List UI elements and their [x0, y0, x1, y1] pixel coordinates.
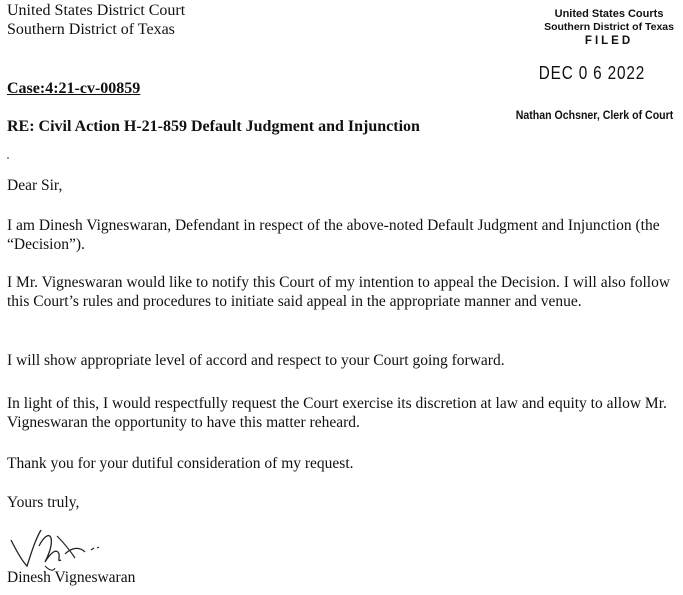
re-line: RE: Civil Action H-21-859 Default Judgment and Injunction [7, 118, 420, 135]
paragraph-2: I Mr. Vigneswaran would like to notify this Court of my intention to appeal the Decision. I will also follow this Court’s rules and procedures to initiate said appeal in the appropriate manner and venue. [7, 274, 671, 310]
paragraph-1: I am Dinesh Vigneswaran, Defendant in respect of the above-noted Default Judgment and Injunction (the “Decision”). [7, 217, 660, 253]
stamp-line-filed: FILED [584, 35, 634, 47]
stray-mark [7, 157, 9, 159]
paragraph-3: I will show appropriate level of accord and respect to your Court going forward. [7, 352, 505, 369]
stamp-clerk: Nathan Ochsner, Clerk of Court [515, 110, 673, 122]
filed-stamp [544, 8, 674, 48]
paragraph-5: Thank you for your dutiful consideration of my request. [7, 455, 354, 472]
stamp-line-courts: United States Courts [554, 8, 664, 20]
stamp-date: DEC 0 6 2022 [538, 63, 645, 83]
stamp-line-district: Southern District of Texas [544, 21, 674, 33]
court-name: United States District Court [7, 2, 186, 19]
court-district: Southern District of Texas [7, 21, 175, 38]
court-header [7, 1, 185, 39]
salutation: Dear Sir, [7, 177, 63, 194]
case-number: Case:4:21-cv-00859 [7, 80, 141, 97]
paragraph-4: In light of this, I would respectfully request the Court exercise its discretion at law and equity to allow Mr. Vigneswaran the opportunity to have this matter reheard. [7, 395, 667, 431]
signer-name: Dinesh Vigneswaran [7, 569, 136, 586]
closing: Yours truly, [7, 494, 80, 511]
